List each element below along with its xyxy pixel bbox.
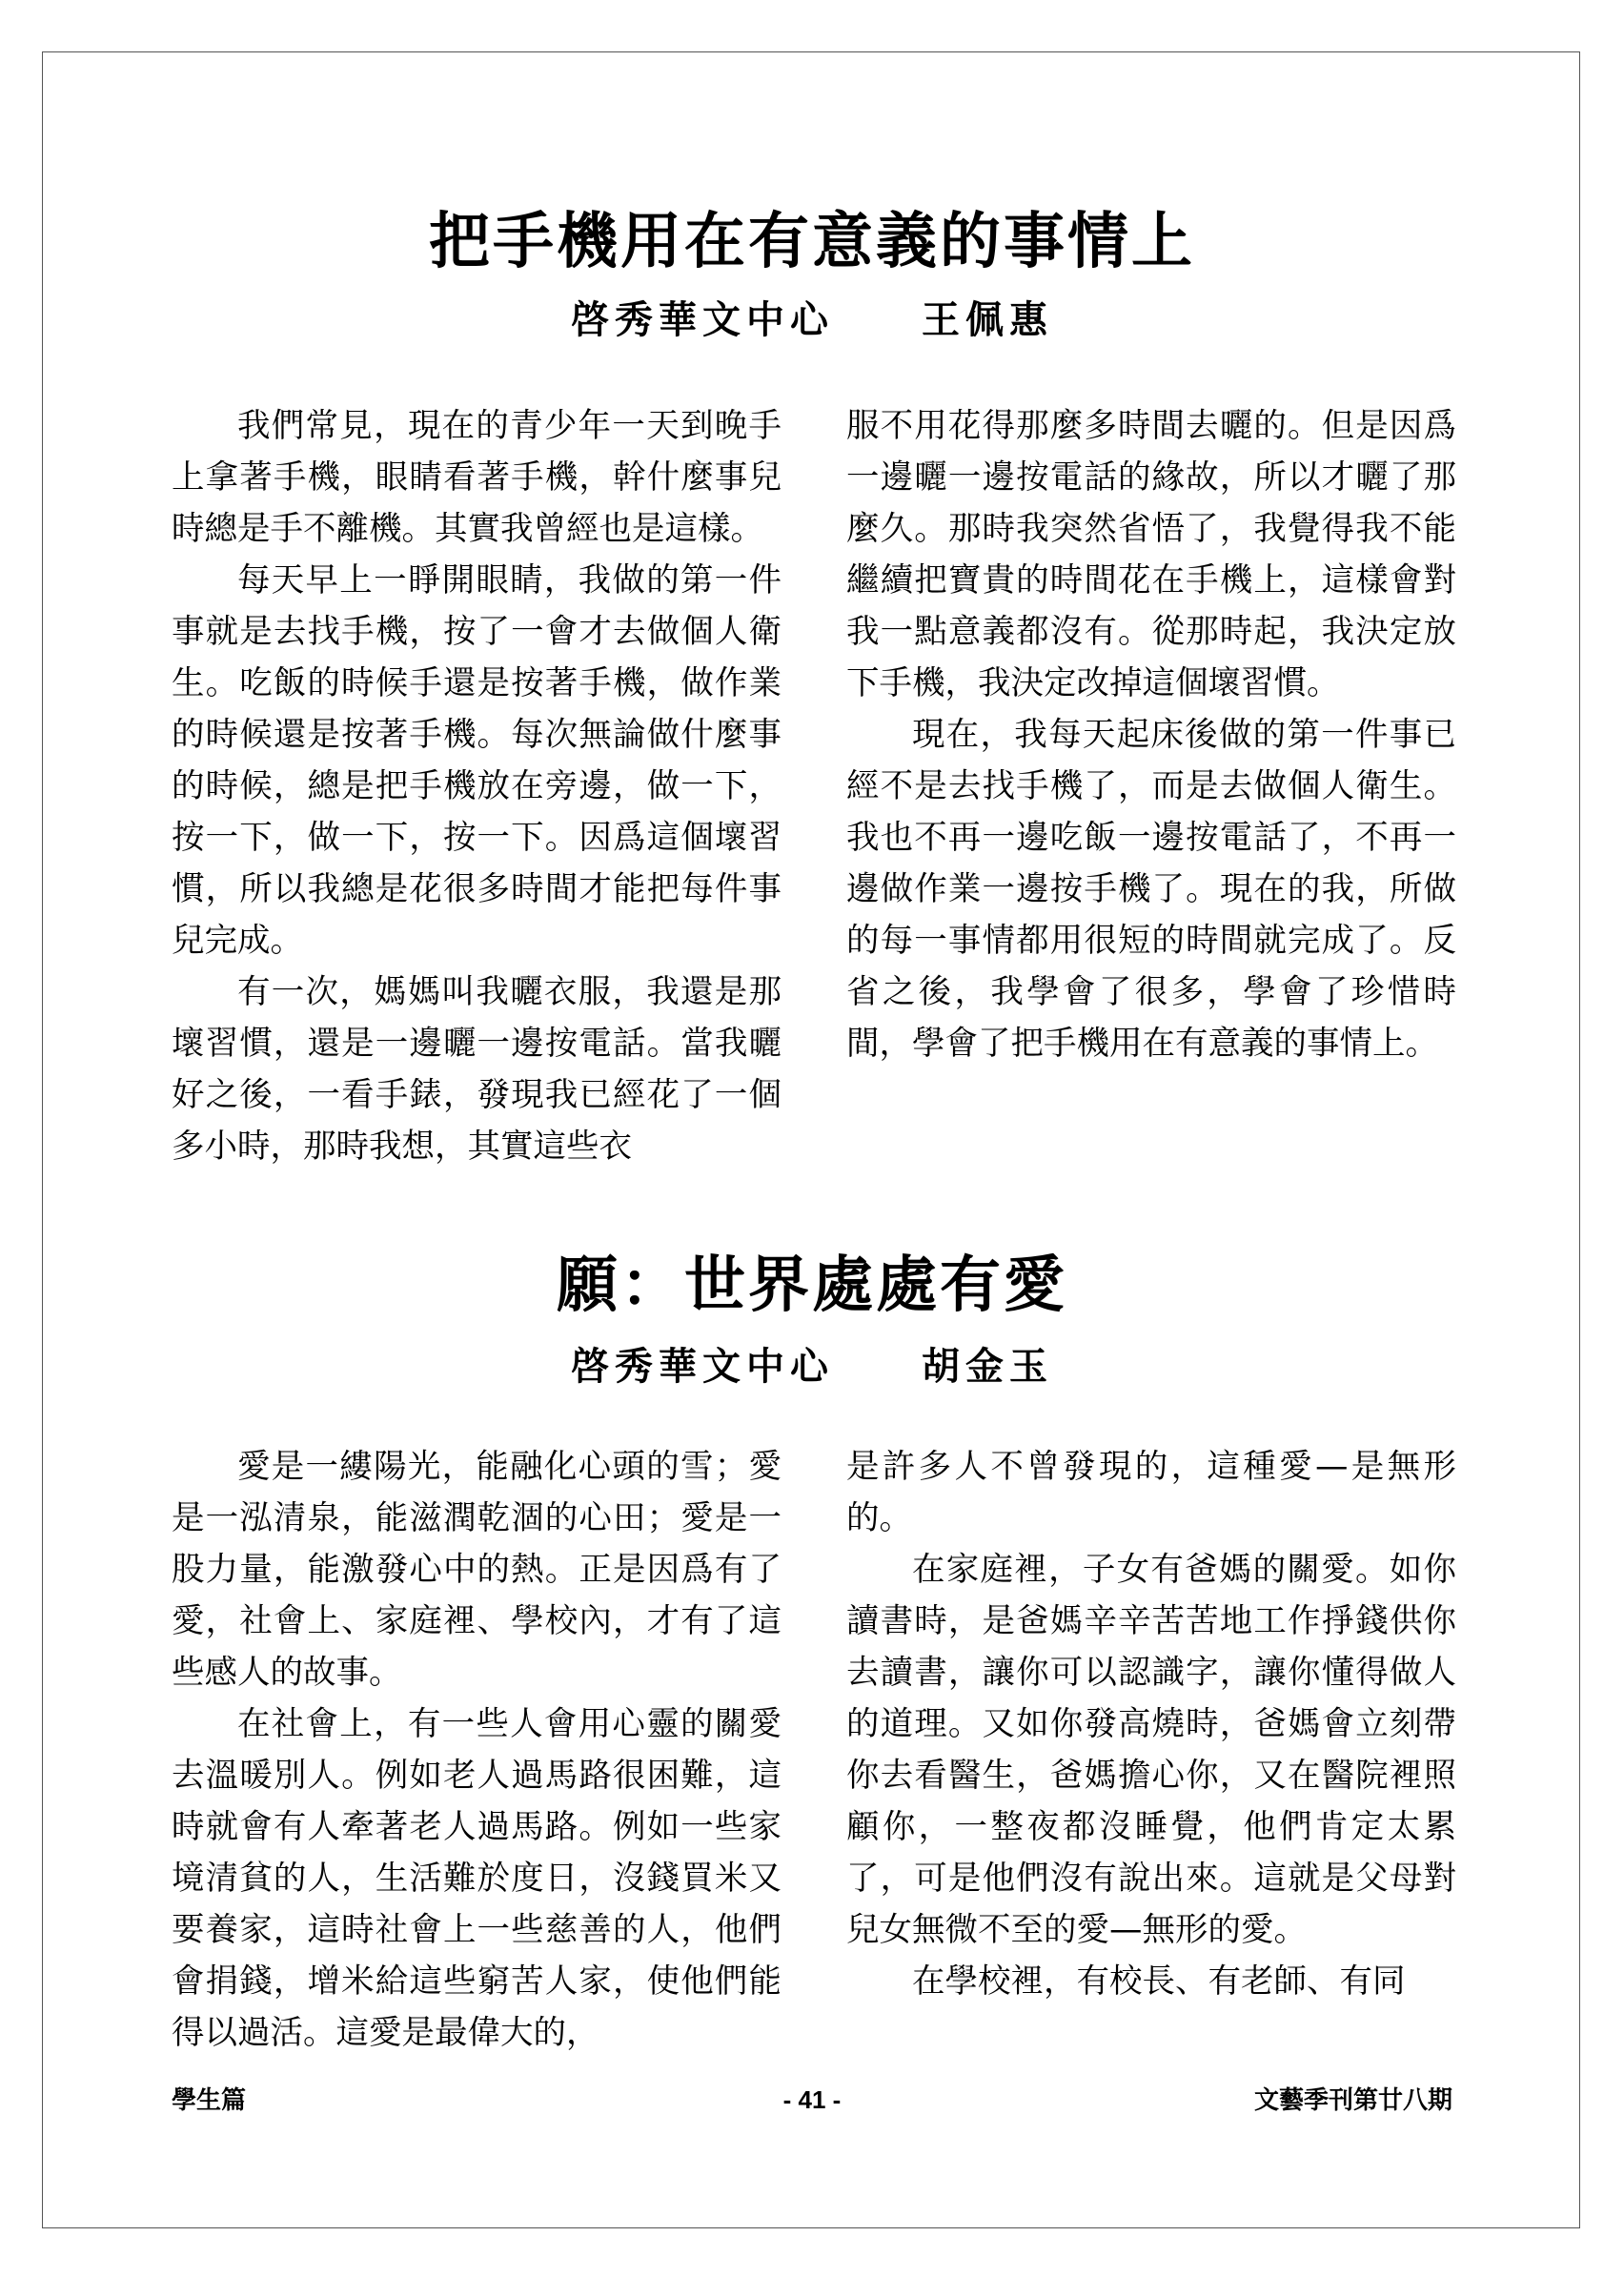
article-2-paragraph: 是許多人不曾發現的，這種愛—是無形的。	[846, 1448, 1456, 1537]
article-1-right-column	[846, 400, 1456, 1069]
footer-section-label: 學生篇	[172, 2085, 247, 2114]
page-number: - 41 -	[782, 2085, 842, 2114]
article-1-byline: 啓秀華文中心 王佩惠	[571, 297, 1053, 342]
article-1-title: 把手機用在有意義的事情上	[429, 206, 1195, 277]
article-1-paragraph: 每天早上一睜開眼睛，我做的第一件事就是去找手機，按了一會才去做個人衛生。吃飯的時候手還是按著手機，做作業的時候還是按著手機。每次無論做什麼事的時候，總是把手機放在旁邊，做一下，按一下，做一下，按一下。因爲這個壞習慣，所以我總是花很多時間才能把每件事兒完成。	[172, 561, 782, 960]
article-2-paragraph: 在家庭裡，子女有爸媽的關愛。如你讀書時，是爸媽辛辛苦苦地工作掙錢供你去讀書，讓你可以認識字，讓你懂得做人的道理。又如你發高燒時，爸媽會立刻帶你去看醫生，爸媽擔心你，又在醫院裡照顧你，一整夜都沒睡覺，他們肯定太累了，可是他們沒有說出來。這就是父母對兒女無微不至的愛—無形的愛。	[846, 1551, 1456, 1949]
article-2-right-column	[846, 1441, 1456, 2007]
article-2-left-column	[172, 1441, 782, 2059]
article-1-paragraph: 有一次，媽媽叫我曬衣服，我還是那壞習慣，還是一邊曬一邊按電話。當我曬好之後，一看手錶，發現我已經花了一個多小時，那時我想，其實這些衣	[172, 973, 782, 1166]
article-1-paragraph: 現在，我每天起床後做的第一件事已經不是去找手機了，而是去做個人衛生。我也不再一邊吃飯一邊按電話了，不再一邊做作業一邊按手機了。現在的我，所做的每一事情都用很短的時間就完成了。反省之後，我學會了很多，學會了珍惜時間，學會了把手機用在有意義的事情上。	[846, 716, 1456, 1063]
article-1-left-column	[172, 400, 782, 1172]
article-2-byline: 啓秀華文中心 胡金玉	[571, 1344, 1053, 1389]
article-1-paragraph: 我們常見，現在的青少年一天到晚手上拿著手機，眼睛看著手機，幹什麼事兒時總是手不離機。其實我曾經也是這樣。	[172, 407, 782, 548]
footer-publication: 文藝季刊第廿八期	[1253, 2085, 1452, 2114]
article-2-title: 願：世界處處有愛	[557, 1250, 1067, 1321]
article-2-paragraph: 在社會上，有一些人會用心靈的關愛去溫暖別人。例如老人過馬路很困難，這時就會有人牽著老人過馬路。例如一些家境清貧的人，生活難於度日，沒錢買米又要養家，這時社會上一些慈善的人，他們會捐錢，增米給這些窮苦人家，使他們能得以過活。這愛是最偉大的，	[172, 1705, 782, 2052]
article-1-paragraph: 服不用花得那麼多時間去曬的。但是因爲一邊曬一邊按電話的緣故，所以才曬了那麼久。那時我突然省悟了，我覺得我不能繼續把寶貴的時間花在手機上，這樣會對我一點意義都沒有。從那時起，我決定放下手機，我決定改掉這個壞習慣。	[846, 407, 1456, 702]
article-2-paragraph: 愛是一縷陽光，能融化心頭的雪；愛是一泓清泉，能滋潤乾涸的心田；愛是一股力量，能激發心中的熱。正是因爲有了愛，社會上、家庭裡、學校內，才有了這些感人的故事。	[172, 1448, 782, 1692]
article-2-paragraph: 在學校裡，有校長、有老師、有同	[912, 1962, 1406, 2001]
